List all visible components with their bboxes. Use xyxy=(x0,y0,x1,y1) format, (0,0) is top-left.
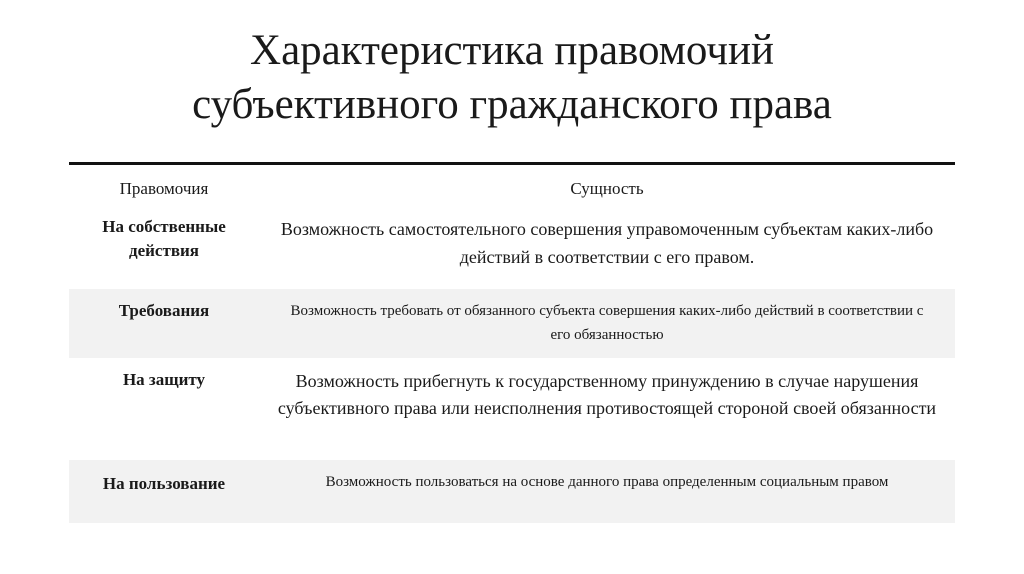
header-powers: Правомочия xyxy=(119,179,209,198)
slide-title-line-1: Характеристика правомочий xyxy=(250,27,774,74)
row-essence: Возможность пользоваться на основе данного права определенным социальным правом xyxy=(325,474,889,490)
header-essence: Сущность xyxy=(570,179,644,198)
row-power-name: Требования xyxy=(118,301,210,320)
table-row xyxy=(69,209,955,289)
row-power-name: На собственные действия xyxy=(102,217,226,260)
row-power-name: На защиту xyxy=(122,370,206,389)
table-header-row xyxy=(69,165,955,209)
row-essence: Возможность самостоятельного совершения управомоченным субъектам каких-либо действий в соответствии с его правом. xyxy=(280,219,934,267)
table-row xyxy=(69,289,955,358)
table-row xyxy=(69,358,955,460)
rights-table xyxy=(69,162,955,523)
row-essence: Возможность требовать от обязанного субъекта совершения каких-либо действий в соответствии с его обязанностью xyxy=(290,303,924,343)
row-essence: Возможность прибегнуть к государственному принуждению в случае нарушения субъективного права или неисполнения противостоящей стороной своей обязанности xyxy=(277,371,937,418)
slide-title-line-2: субъективного гражданского права xyxy=(192,81,832,128)
table-row xyxy=(69,460,955,523)
row-power-name: На пользование xyxy=(102,474,226,493)
slide-title xyxy=(0,24,1024,132)
